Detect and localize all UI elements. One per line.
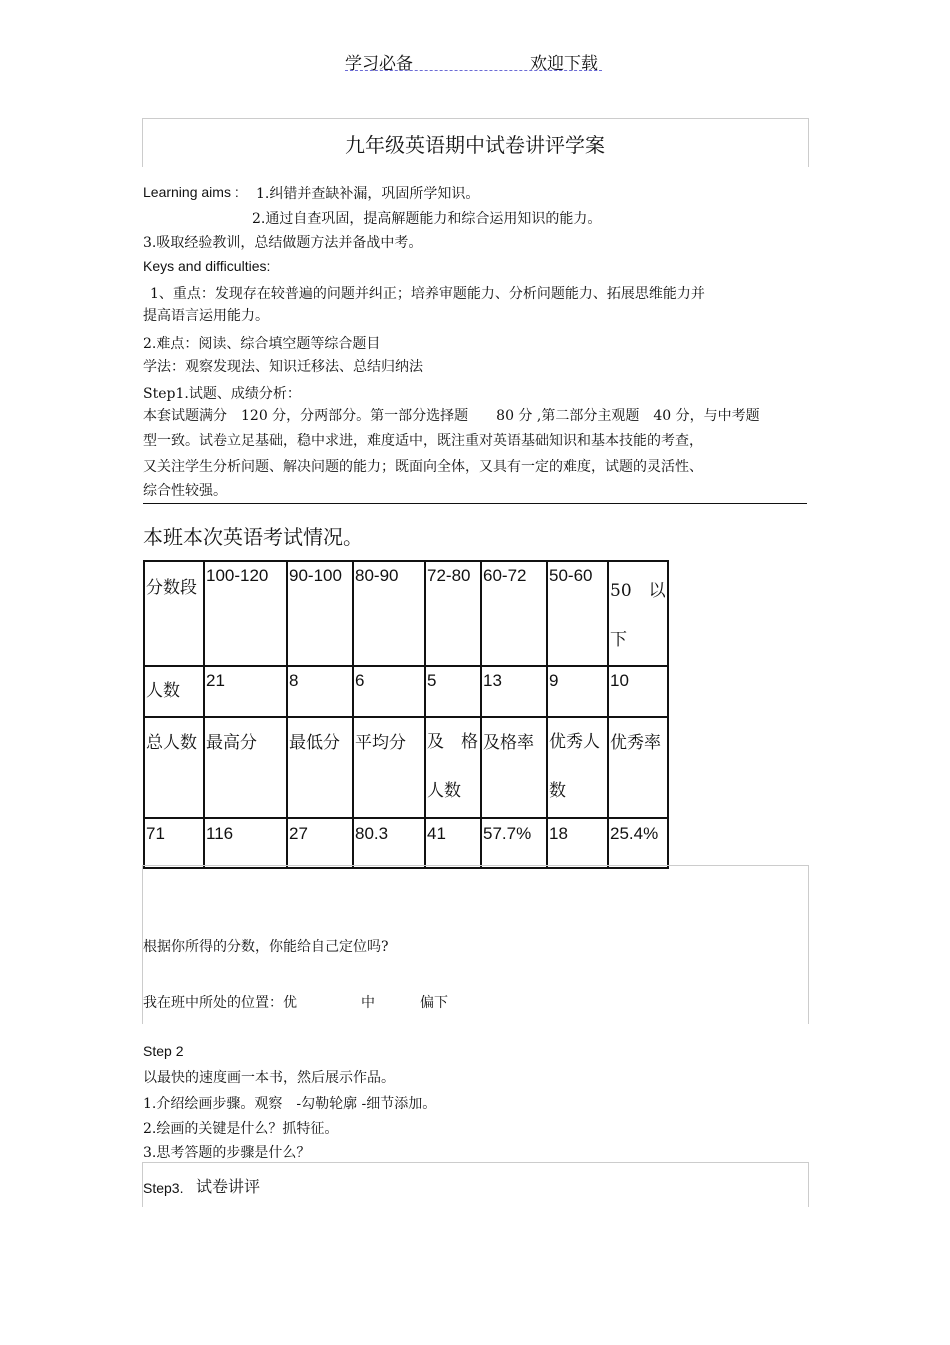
position-low: 偏下 [420, 995, 448, 1011]
table-cell: 13 [481, 666, 547, 717]
section-rule [143, 503, 807, 504]
table-cell: 10 [608, 666, 668, 717]
score-table [143, 560, 669, 869]
keys-point-1-cont: 提高语言运用能力。 [143, 308, 269, 324]
table-cell: 18 [547, 818, 608, 868]
table-cell: 41 [425, 818, 481, 868]
step1-title: Step1.试题、成绩分析： [143, 386, 301, 402]
table-cell: 9 [547, 666, 608, 717]
class-section-heading: 本班本次英语考试情况。 [143, 525, 363, 549]
table-cell: 27 [287, 818, 353, 868]
step2-line-1: 以最快的速度画一本书，然后展示作品。 [143, 1070, 395, 1086]
aims-item-2: 2.通过自查巩固，提高解题能力和综合运用知识的能力。 [252, 211, 602, 227]
aims-label: Learning aims : [143, 184, 239, 200]
step2-line-3: 2.绘画的关键是什么？抓特征。 [143, 1121, 339, 1137]
table-cell: 80.3 [353, 818, 425, 868]
table-cell: 50-60 [547, 561, 608, 666]
keys-point-2: 2.难点：阅读、综合填空题等综合题目 [143, 336, 381, 352]
table-cell: 60-72 [481, 561, 547, 666]
step1-line-2: 型一致。试卷立足基础，稳中求进，难度适中，既注重对英语基础知识和基本技能的考查， [143, 433, 703, 449]
table-cell: 5 [425, 666, 481, 717]
table-cell: 最高分 [204, 717, 287, 818]
table-cell: 21 [204, 666, 287, 717]
table-cell: 及格率 [481, 717, 547, 818]
table-cell: 25.4% [608, 818, 668, 868]
step2-title: Step 2 [143, 1043, 184, 1059]
step1-line-4: 综合性较强。 [143, 483, 227, 499]
step3-text: 试卷讲评 [196, 1177, 261, 1196]
header-dashed-line [345, 70, 602, 71]
table-cell: 6 [353, 666, 425, 717]
table-cell: 50 以下 [608, 561, 668, 666]
table-cell: 80-90 [353, 561, 425, 666]
aims-item-3: 3.吸取经验教训，总结做题方法并备战中考。 [143, 235, 423, 251]
table-cell: 优秀率 [608, 717, 668, 818]
table-cell: 平均分 [353, 717, 425, 818]
keys-point-1: 1、重点：发现存在较普遍的问题并纠正；培养审题能力、分析问题能力、拓展思维能力并 [150, 286, 705, 302]
keys-method: 学法：观察发现法、知识迁移法、总结归纳法 [143, 359, 423, 375]
step1-line-3: 又关注学生分析问题、解决问题的能力；既面向全体，又具有一定的难度，试题的灵活性、 [143, 459, 703, 475]
position-question: 根据你所得的分数，你能给自己定位吗? [143, 939, 389, 955]
header-right-text: 欢迎下载 [530, 54, 598, 74]
keys-label: Keys and difficulties: [143, 258, 271, 274]
position-label: 我在班中所处的位置：优 [143, 995, 297, 1011]
table-cell: 100-120 [204, 561, 287, 666]
aims-item-1: 1.纠错并查缺补漏，巩固所学知识。 [256, 186, 480, 202]
table-cell: 总人数 [144, 717, 204, 818]
table-cell: 优秀人数 [547, 717, 608, 818]
step1-line-1: 本套试题满分 120 分，分两部分。第一部分选择题 80 分 ,第二部分主观题 40 分，与中考题 [143, 408, 760, 424]
step2-line-4: 3.思考答题的步骤是什么？ [143, 1145, 311, 1161]
table-cell: 72-80 [425, 561, 481, 666]
step3-label: Step3. [143, 1180, 184, 1196]
table-row [144, 561, 668, 666]
table-row [144, 717, 668, 818]
page-title: 九年级英语期中试卷讲评学案 [345, 133, 605, 157]
step2-line-2: 1.介绍绘画步骤。观察 -勾勒轮廓 -细节添加。 [143, 1096, 437, 1112]
table-cell: 分数段 [144, 561, 204, 666]
table-cell: 8 [287, 666, 353, 717]
position-mid: 中 [361, 995, 375, 1011]
table-cell: 71 [144, 818, 204, 868]
table-cell: 最低分 [287, 717, 353, 818]
table-row [144, 666, 668, 717]
table-cell: 及 格人数 [425, 717, 481, 818]
header-left-text: 学习必备 [345, 54, 413, 74]
table-cell: 116 [204, 818, 287, 868]
table-row [144, 818, 668, 868]
table-cell: 90-100 [287, 561, 353, 666]
table-cell: 57.7% [481, 818, 547, 868]
table-cell: 人数 [144, 666, 204, 717]
